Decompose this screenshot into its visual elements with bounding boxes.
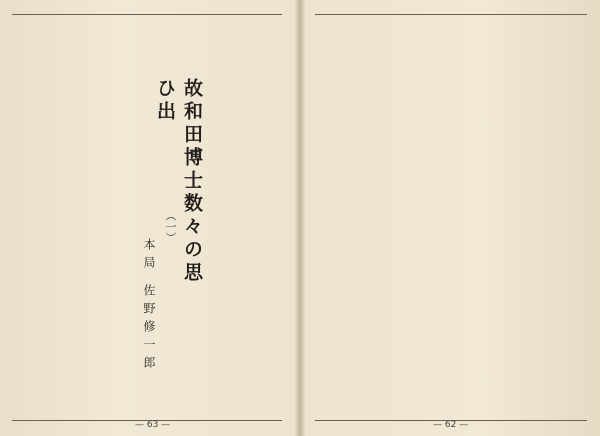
top-rule bbox=[315, 14, 587, 15]
text-block-lower-right bbox=[210, 235, 288, 415]
chapter-marker: （一） bbox=[164, 210, 177, 243]
text-block-lower bbox=[315, 222, 587, 412]
page-number-left: — 63 — bbox=[135, 420, 171, 430]
text-block-upper-right bbox=[210, 20, 288, 170]
left-page bbox=[0, 0, 295, 436]
gutter bbox=[295, 0, 305, 436]
article-title: 故和田博士数々の思ひ出 bbox=[154, 78, 203, 285]
text-block-lower-left bbox=[12, 240, 137, 415]
text-block-upper-left bbox=[12, 20, 172, 170]
text-block-upper bbox=[315, 20, 587, 210]
byline bbox=[142, 238, 158, 388]
right-page bbox=[305, 0, 600, 436]
author-name: 佐野修一郎 bbox=[142, 283, 156, 374]
page-number-right: — 62 — bbox=[433, 420, 469, 430]
top-rule bbox=[12, 14, 282, 15]
author-affiliation: 本局 bbox=[142, 238, 156, 274]
